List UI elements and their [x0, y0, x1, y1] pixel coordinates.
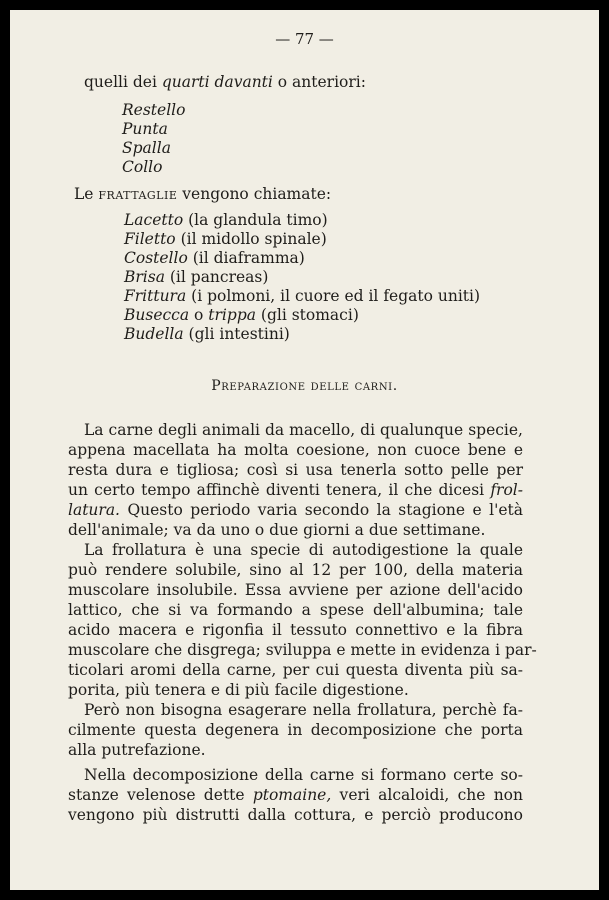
offal-desc: (gli intestini)	[183, 325, 290, 343]
cut-item: Punta	[122, 120, 168, 138]
cut-item: Collo	[122, 158, 163, 176]
offal-item	[124, 229, 327, 249]
text-line: acido macera e rigonfia il tessuto connettivo e la fibra	[68, 621, 523, 639]
offal-desc: (il pancreas)	[164, 268, 269, 286]
text-span: un certo tempo affinchè diventi tenera, il che dicesi	[68, 481, 491, 499]
text-line: La carne degli animali da macello, di qualunque specie,	[84, 421, 523, 439]
text-line: alla putrefazione.	[68, 741, 206, 759]
text-line: cilmente questa degenera in decomposizione che porta	[68, 721, 523, 739]
cuts-intro	[84, 72, 366, 92]
text-span: veri alcaloidi, che non	[331, 786, 523, 804]
offal-item	[124, 267, 268, 287]
cuts-intro-italic: quarti davanti	[161, 73, 273, 91]
offal-name: Brisa	[124, 268, 165, 286]
cuts-intro-pre: quelli dei	[84, 73, 162, 91]
text-line: porita, più tenera e di più facile digestione.	[68, 681, 409, 699]
text-line: muscolare che disgrega; sviluppa e mette in evidenza i par-	[68, 641, 537, 659]
text-line: può rendere solubile, sino al 12 per 100, della materia	[68, 561, 523, 579]
offal-item	[124, 210, 328, 230]
offal-intro	[74, 184, 331, 204]
text-line: La frollatura è una specie di autodigestione la quale	[84, 541, 523, 559]
offal-desc: (il midollo spinale)	[175, 230, 327, 248]
text-span: Questo periodo varia secondo la stagione e l'età	[120, 501, 523, 519]
offal-desc: (i polmoni, il cuore ed il fegato uniti)	[186, 287, 481, 305]
offal-item	[124, 248, 305, 268]
cut-item: Restello	[122, 101, 186, 119]
page-number: — 77 —	[275, 30, 334, 48]
text-line: Nella decomposizione della carne si formano certe so-	[84, 766, 523, 784]
offal-desc: o	[189, 306, 209, 324]
offal-desc: (la glandula timo)	[183, 211, 328, 229]
text-line: resta dura e tigliosa; così si usa tenerla sotto pelle per	[68, 461, 523, 479]
offal-desc-alt: (gli stomaci)	[255, 306, 359, 324]
text-line	[68, 785, 523, 805]
offal-intro-post: vengono chiamate:	[177, 185, 332, 203]
section-title: Preparazione delle carni.	[211, 378, 398, 394]
text-line: dell'animale; va da uno o due giorni a due settimane.	[68, 521, 486, 539]
offal-intro-pre: Le	[74, 185, 99, 203]
text-line	[68, 500, 523, 520]
text-span: stanze velenose dette	[68, 786, 253, 804]
text-line	[68, 480, 523, 500]
text-italic: ptomaine,	[252, 786, 332, 804]
offal-name: Filetto	[124, 230, 176, 248]
cut-item: Spalla	[122, 139, 171, 157]
offal-name: Lacetto	[124, 211, 184, 229]
text-line: appena macellata ha molta coesione, non cuoce bene e	[68, 441, 523, 459]
text-line: lattico, che si va formando a spese dell'albumina; tale	[68, 601, 523, 619]
text-line: vengono più distrutti dalla cottura, e perciò producono	[68, 806, 523, 824]
offal-name: Busecca	[124, 306, 190, 324]
offal-intro-caps: frattaglie	[98, 185, 178, 203]
offal-name: Frittura	[124, 287, 187, 305]
text-italic: latura.	[68, 501, 120, 519]
offal-name: Budella	[124, 325, 184, 343]
offal-item	[124, 324, 290, 344]
offal-item	[124, 305, 359, 325]
text-line: Però non bisogna esagerare nella frollatura, perchè fa-	[84, 701, 523, 719]
text-line: ticolari aromi della carne, per cui questa diventa più sa-	[68, 661, 523, 679]
text-italic: frol-	[490, 481, 523, 499]
text-line: muscolare insolubile. Essa avviene per azione dell'acido	[68, 581, 523, 599]
offal-name-alt: trippa	[208, 306, 256, 324]
cuts-intro-post: o anteriori:	[272, 73, 366, 91]
offal-name: Costello	[124, 249, 188, 267]
offal-desc: (il diaframma)	[187, 249, 305, 267]
book-page	[10, 10, 599, 890]
offal-item	[124, 286, 480, 306]
